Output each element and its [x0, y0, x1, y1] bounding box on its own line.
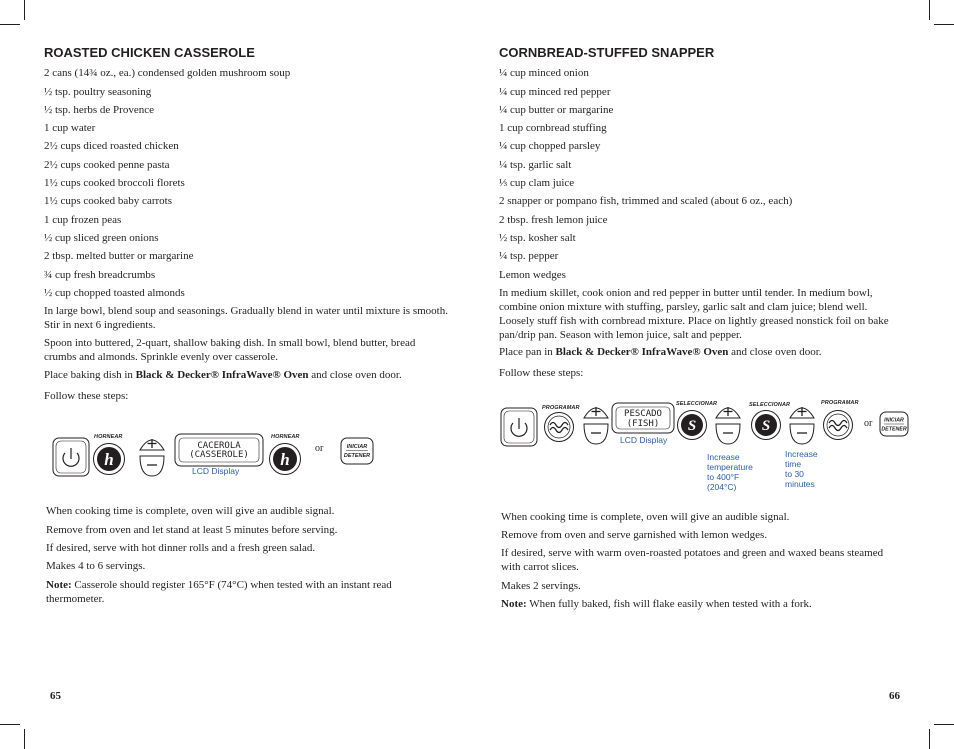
or-text: or [864, 418, 873, 429]
note-label: Note: [46, 579, 72, 591]
crop-mark [934, 724, 954, 725]
brand-name: Black & Decker® InfraWave® Oven [135, 369, 309, 381]
key-label: DETENER [881, 426, 907, 433]
after-cooking-line: If desired, serve with warm oven-roasted potatoes and green and waxed beans steamed with carrot slices. [501, 547, 884, 573]
crop-mark [0, 724, 20, 725]
program-button [822, 409, 854, 441]
crop-mark [24, 729, 25, 749]
crop-mark [0, 24, 20, 25]
plus-minus-buttons [582, 402, 610, 446]
crop-mark [934, 24, 954, 25]
note-text: When fully baked, fish will flake easily when tested with a fork. [526, 598, 812, 610]
bake-button [92, 442, 126, 476]
key-label: DETENER [343, 453, 371, 459]
lcd-display [174, 433, 264, 467]
place-instruction [44, 368, 402, 382]
lcd-caption: LCD Display [192, 466, 240, 476]
start-stop-key [340, 437, 374, 465]
lcd-text: (CASSEROLE) [189, 450, 249, 460]
ingredient-line: ¼ cup minced onion [499, 67, 589, 79]
plus-minus-buttons [714, 402, 742, 446]
ingredient-line: ½ tsp. kosher salt [499, 232, 576, 244]
ingredient-line: ½ cup chopped toasted almonds [44, 287, 185, 299]
crop-mark [24, 0, 25, 20]
caption-line: (204°C) [707, 482, 737, 492]
ingredient-line: ¼ cup chopped parsley [499, 140, 601, 152]
button-label: PROGRAMAR [542, 405, 580, 411]
after-cooking-line: Remove from oven and let stand at least 5 minutes before serving. [46, 524, 338, 536]
ingredient-line: 1 cup cornbread stuffing [499, 122, 607, 134]
page-number: 65 [50, 690, 61, 702]
recipe-title: CORNBREAD-STUFFED SNAPPER [499, 45, 715, 60]
instruction-paragraph: In medium skillet, cook onion and red pepper in butter until tender. In medium bowl, combine onion mixture with stuffing, parsley, garlic salt and clam juice; blend well. Loosely stuff fish with cornbread mixture. Place on lightly greased nonstick foil on bake pan/drip pan. Season with lemon juice, salt and pepper. [499, 287, 889, 341]
ingredient-line: ½ tsp. poultry seasoning [44, 86, 152, 98]
start-stop-button [52, 437, 90, 477]
recipe-title: ROASTED CHICKEN CASSEROLE [44, 45, 255, 60]
temperature-caption [707, 452, 753, 492]
ingredient-line: ¾ cup fresh breadcrumbs [44, 269, 156, 281]
ingredient-line: ¼ tsp. garlic salt [499, 159, 572, 171]
ingredient-line: ⅓ cup clam juice [499, 177, 575, 189]
page-number: 66 [889, 690, 900, 702]
after-cooking-line: When cooking time is complete, oven will give an audible signal. [46, 505, 335, 517]
caption-line: Increase [707, 452, 740, 462]
time-caption [785, 449, 818, 489]
ingredient-line: 2½ cups cooked penne pasta [44, 159, 170, 171]
ingredient-line: 1 cup water [44, 122, 96, 134]
caption-line: time [785, 459, 802, 469]
ingredient-line: Lemon wedges [499, 269, 566, 281]
place-text: Place baking dish in [44, 369, 136, 381]
button-label: PROGRAMAR [821, 400, 859, 406]
button-label: SELECCIONAR [676, 401, 718, 407]
select-button [676, 409, 708, 441]
ingredient-line: ¼ cup butter or margarine [499, 104, 614, 116]
button-label: SELECCIONAR [749, 402, 791, 408]
svg-text:h: h [280, 450, 290, 469]
svg-text:S: S [687, 418, 697, 434]
bake-button [268, 442, 302, 476]
lcd-text: (FISH) [626, 419, 660, 429]
after-cooking-line: Makes 2 servings. [501, 580, 581, 592]
ingredient-line: 2 snapper or pompano fish, trimmed and scaled (about 6 oz., each) [499, 195, 793, 207]
place-text: and close oven door. [728, 346, 822, 358]
after-cooking-line: If desired, serve with hot dinner rolls and a fresh green salad. [46, 542, 316, 554]
start-stop-button [500, 407, 538, 447]
caption-line: to 400°F [707, 472, 740, 482]
note-paragraph [501, 597, 812, 611]
follow-steps-label: Follow these steps: [44, 390, 129, 402]
ingredient-line: ¼ cup minced red pepper [499, 86, 611, 98]
lcd-caption: LCD Display [620, 435, 668, 445]
place-text: and close oven door. [308, 369, 402, 381]
instruction-paragraph: Spoon into buttered, 2-quart, shallow baking dish. In small bowl, blend butter, bread crumbs and almonds. Sprinkle evenly over casserole. [44, 337, 416, 363]
plus-minus-buttons [138, 434, 166, 478]
place-text: Place pan in [499, 346, 556, 358]
ingredient-line: 1½ cups cooked broccoli florets [44, 177, 185, 189]
caption-line: temperature [707, 462, 753, 472]
ingredient-line: 2 tbsp. melted butter or margarine [44, 250, 194, 262]
ingredient-line: 2 tbsp. fresh lemon juice [499, 214, 608, 226]
note-text: Casserole should register 165°F (74°C) when tested with an instant read thermometer. [46, 579, 392, 605]
ingredient-line: 2 cans (14¾ oz., ea.) condensed golden mushroom soup [44, 67, 291, 79]
crop-mark [929, 729, 930, 749]
svg-text:h: h [104, 450, 114, 469]
or-text: or [315, 443, 324, 454]
button-label: HORNEAR [271, 434, 300, 440]
instruction-paragraph: In large bowl, blend soup and seasonings. Gradually blend in water until mixture is smooth. Stir in next 6 ingredients. [44, 305, 448, 331]
caption-line: to 30 [785, 469, 804, 479]
caption-line: minutes [785, 479, 815, 489]
after-cooking-line: When cooking time is complete, oven will give an audible signal. [501, 511, 790, 523]
after-cooking-line: Makes 4 to 6 servings. [46, 560, 146, 572]
follow-steps-label: Follow these steps: [499, 367, 584, 379]
brand-name: Black & Decker® InfraWave® Oven [555, 346, 729, 358]
key-label: INICIAR [346, 444, 368, 450]
note-label: Note: [501, 598, 527, 610]
ingredient-line: 1½ cups cooked baby carrots [44, 195, 172, 207]
start-stop-key [879, 411, 909, 437]
key-label: INICIAR [884, 417, 904, 424]
lcd-display [611, 402, 675, 434]
note-paragraph [46, 578, 446, 606]
svg-text:S: S [761, 418, 771, 434]
lcd-text: PESCADO [624, 409, 662, 419]
caption-line: Increase [785, 449, 818, 459]
select-button [750, 409, 782, 441]
ingredient-line: ¼ tsp. pepper [499, 250, 559, 262]
ingredient-line: ½ tsp. herbs de Provence [44, 104, 154, 116]
ingredient-line: 2½ cups diced roasted chicken [44, 140, 179, 152]
plus-minus-buttons [788, 402, 816, 446]
lcd-text: CACEROLA [197, 441, 241, 451]
program-button [543, 411, 575, 443]
place-instruction [499, 345, 822, 359]
ingredient-line: 1 cup frozen peas [44, 214, 122, 226]
crop-mark [929, 0, 930, 20]
ingredient-line: ½ cup sliced green onions [44, 232, 159, 244]
button-label: HORNEAR [94, 434, 123, 440]
after-cooking-line: Remove from oven and serve garnished with lemon wedges. [501, 529, 768, 541]
